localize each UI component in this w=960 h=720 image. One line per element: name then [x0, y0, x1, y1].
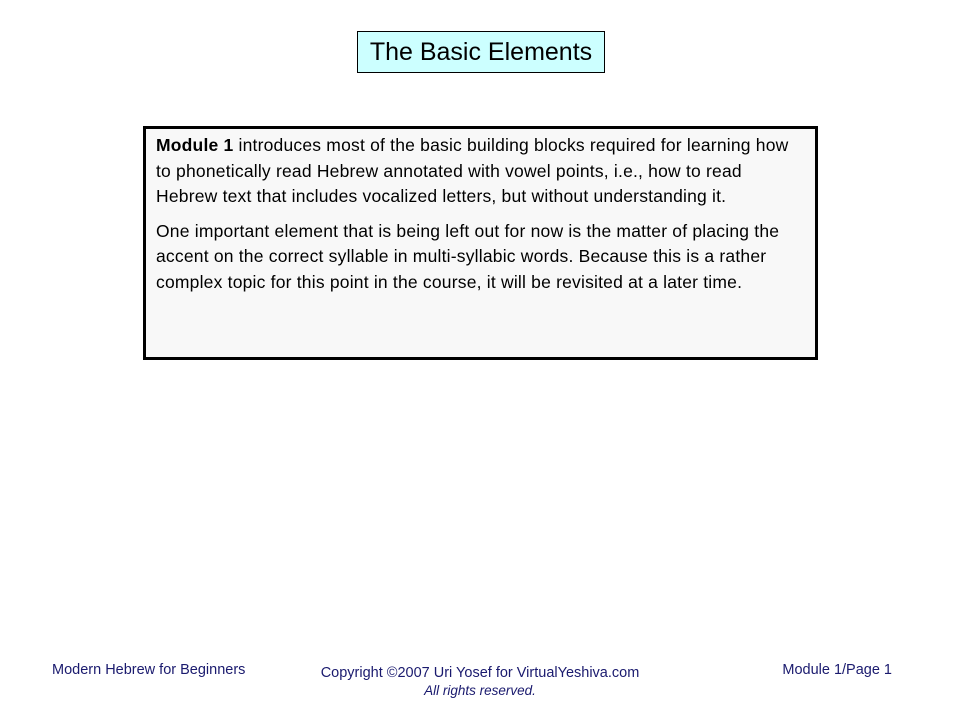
copyright-block: [300, 664, 660, 700]
intro-paragraph-text: introduces most of the basic building blocks required for learning how to phonetically read Hebrew annotated with vowel points, i.e., how to read Hebrew text that includes vocalized letters, but without understanding it.: [156, 135, 789, 206]
course-name: Modern Hebrew for Beginners: [52, 662, 246, 678]
accent-paragraph: One important element that is being left out for now is the matter of placing the accent on the correct syllable in multi-syllabic words. Because this is a rather complex topic for this point in the course, it will be revisited at a later time.: [156, 220, 780, 292]
content-box: [143, 126, 818, 360]
slide-title: The Basic Elements: [357, 31, 605, 73]
intro-paragraph: [156, 133, 805, 210]
rights-text: All rights reserved.: [424, 683, 536, 698]
copyright-text: Copyright ©2007 Uri Yosef for VirtualYeshiva.com: [320, 665, 640, 681]
page-number: Module 1/Page 1: [782, 662, 892, 678]
module-label: Module 1: [156, 135, 234, 155]
